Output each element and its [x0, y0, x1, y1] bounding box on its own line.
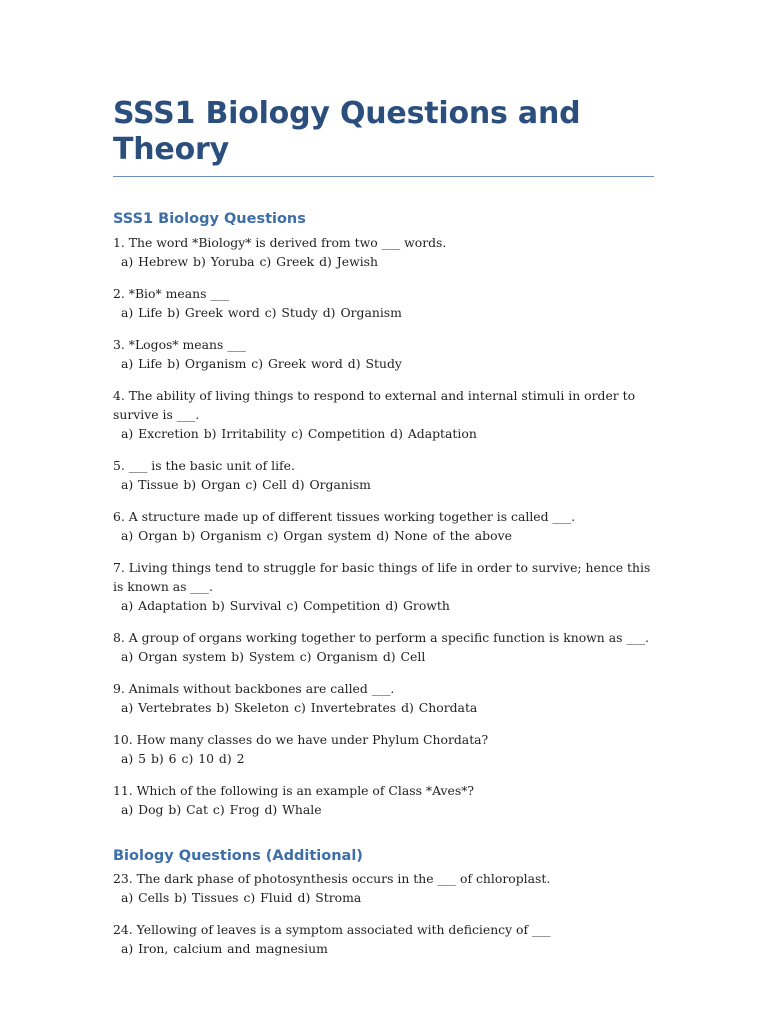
section-heading-biology-questions-additional: Biology Questions (Additional) [113, 848, 363, 864]
question-4 [113, 386, 658, 443]
question-options: a) Hebrew b) Yoruba c) Greek d) Jewish [121, 254, 379, 269]
spacer [113, 717, 658, 730]
question-10 [113, 730, 658, 768]
question-options: a) Iron, calcium and magnesium [121, 941, 328, 956]
question-options: a) Life b) Organism c) Greek word d) Study [121, 356, 402, 371]
question-text: 7. Living things tend to struggle for basic things of life in order to survive; hence this is known as ___. [113, 560, 651, 594]
question-text: 6. A structure made up of different tissues working together is called ___. [113, 509, 576, 524]
question-9 [113, 679, 658, 717]
question-options: a) Dog b) Cat c) Frog d) Whale [121, 802, 322, 817]
question-1 [113, 233, 658, 271]
spacer [113, 443, 658, 456]
question-options: a) Excretion b) Irritability c) Competition d) Adaptation [121, 426, 477, 441]
question-options: a) 5 b) 6 c) 10 d) 2 [121, 751, 245, 766]
spacer [113, 768, 658, 781]
question-options: a) Cells b) Tissues c) Fluid d) Stroma [121, 890, 362, 905]
question-11 [113, 781, 658, 819]
question-options: a) Adaptation b) Survival c) Competition d) Growth [121, 598, 450, 613]
spacer [113, 615, 658, 628]
spacer [113, 545, 658, 558]
question-text: 1. The word *Biology* is derived from two ___ words. [113, 235, 447, 250]
question-text: 8. A group of organs working together to perform a specific function is known as ___. [113, 630, 649, 645]
question-list [113, 869, 658, 958]
spacer [113, 494, 658, 507]
question-text: 3. *Logos* means ___ [113, 337, 246, 352]
spacer [113, 907, 658, 920]
question-text: 11. Which of the following is an example of Class *Aves*? [113, 783, 475, 798]
question-text: 2. *Bio* means ___ [113, 286, 229, 301]
spacer [113, 271, 658, 284]
question-options: a) Organ b) Organism c) Organ system d) None of the above [121, 528, 512, 543]
question-text: 23. The dark phase of photosynthesis occurs in the ___ of chloroplast. [113, 871, 551, 886]
question-options: a) Vertebrates b) Skeleton c) Invertebrates d) Chordata [121, 700, 478, 715]
document-page [113, 96, 658, 958]
question-text: 9. Animals without backbones are called ___. [113, 681, 395, 696]
spacer [113, 322, 658, 335]
question-options: a) Tissue b) Organ c) Cell d) Organism [121, 477, 371, 492]
question-list [113, 233, 658, 819]
spacer [113, 666, 658, 679]
question-text: 5. ___ is the basic unit of life. [113, 458, 295, 473]
section-heading-sss1-biology-questions: SSS1 Biology Questions [113, 211, 306, 227]
question-7 [113, 558, 658, 615]
title-underline [113, 176, 654, 177]
question-2 [113, 284, 658, 322]
question-23 [113, 869, 658, 907]
question-5 [113, 456, 658, 494]
question-8 [113, 628, 658, 666]
question-24 [113, 920, 658, 958]
spacer [113, 373, 658, 386]
question-3 [113, 335, 658, 373]
question-text: 4. The ability of living things to respond to external and internal stimuli in order to survive is ___. [113, 388, 636, 422]
question-6 [113, 507, 658, 545]
question-options: a) Life b) Greek word c) Study d) Organism [121, 305, 402, 320]
question-text: 10. How many classes do we have under Phylum Chordata? [113, 732, 489, 747]
page-title: SSS1 Biology Questions and Theory [113, 96, 581, 167]
question-text: 24. Yellowing of leaves is a symptom associated with deficiency of ___ [113, 922, 551, 937]
question-options: a) Organ system b) System c) Organism d) Cell [121, 649, 426, 664]
